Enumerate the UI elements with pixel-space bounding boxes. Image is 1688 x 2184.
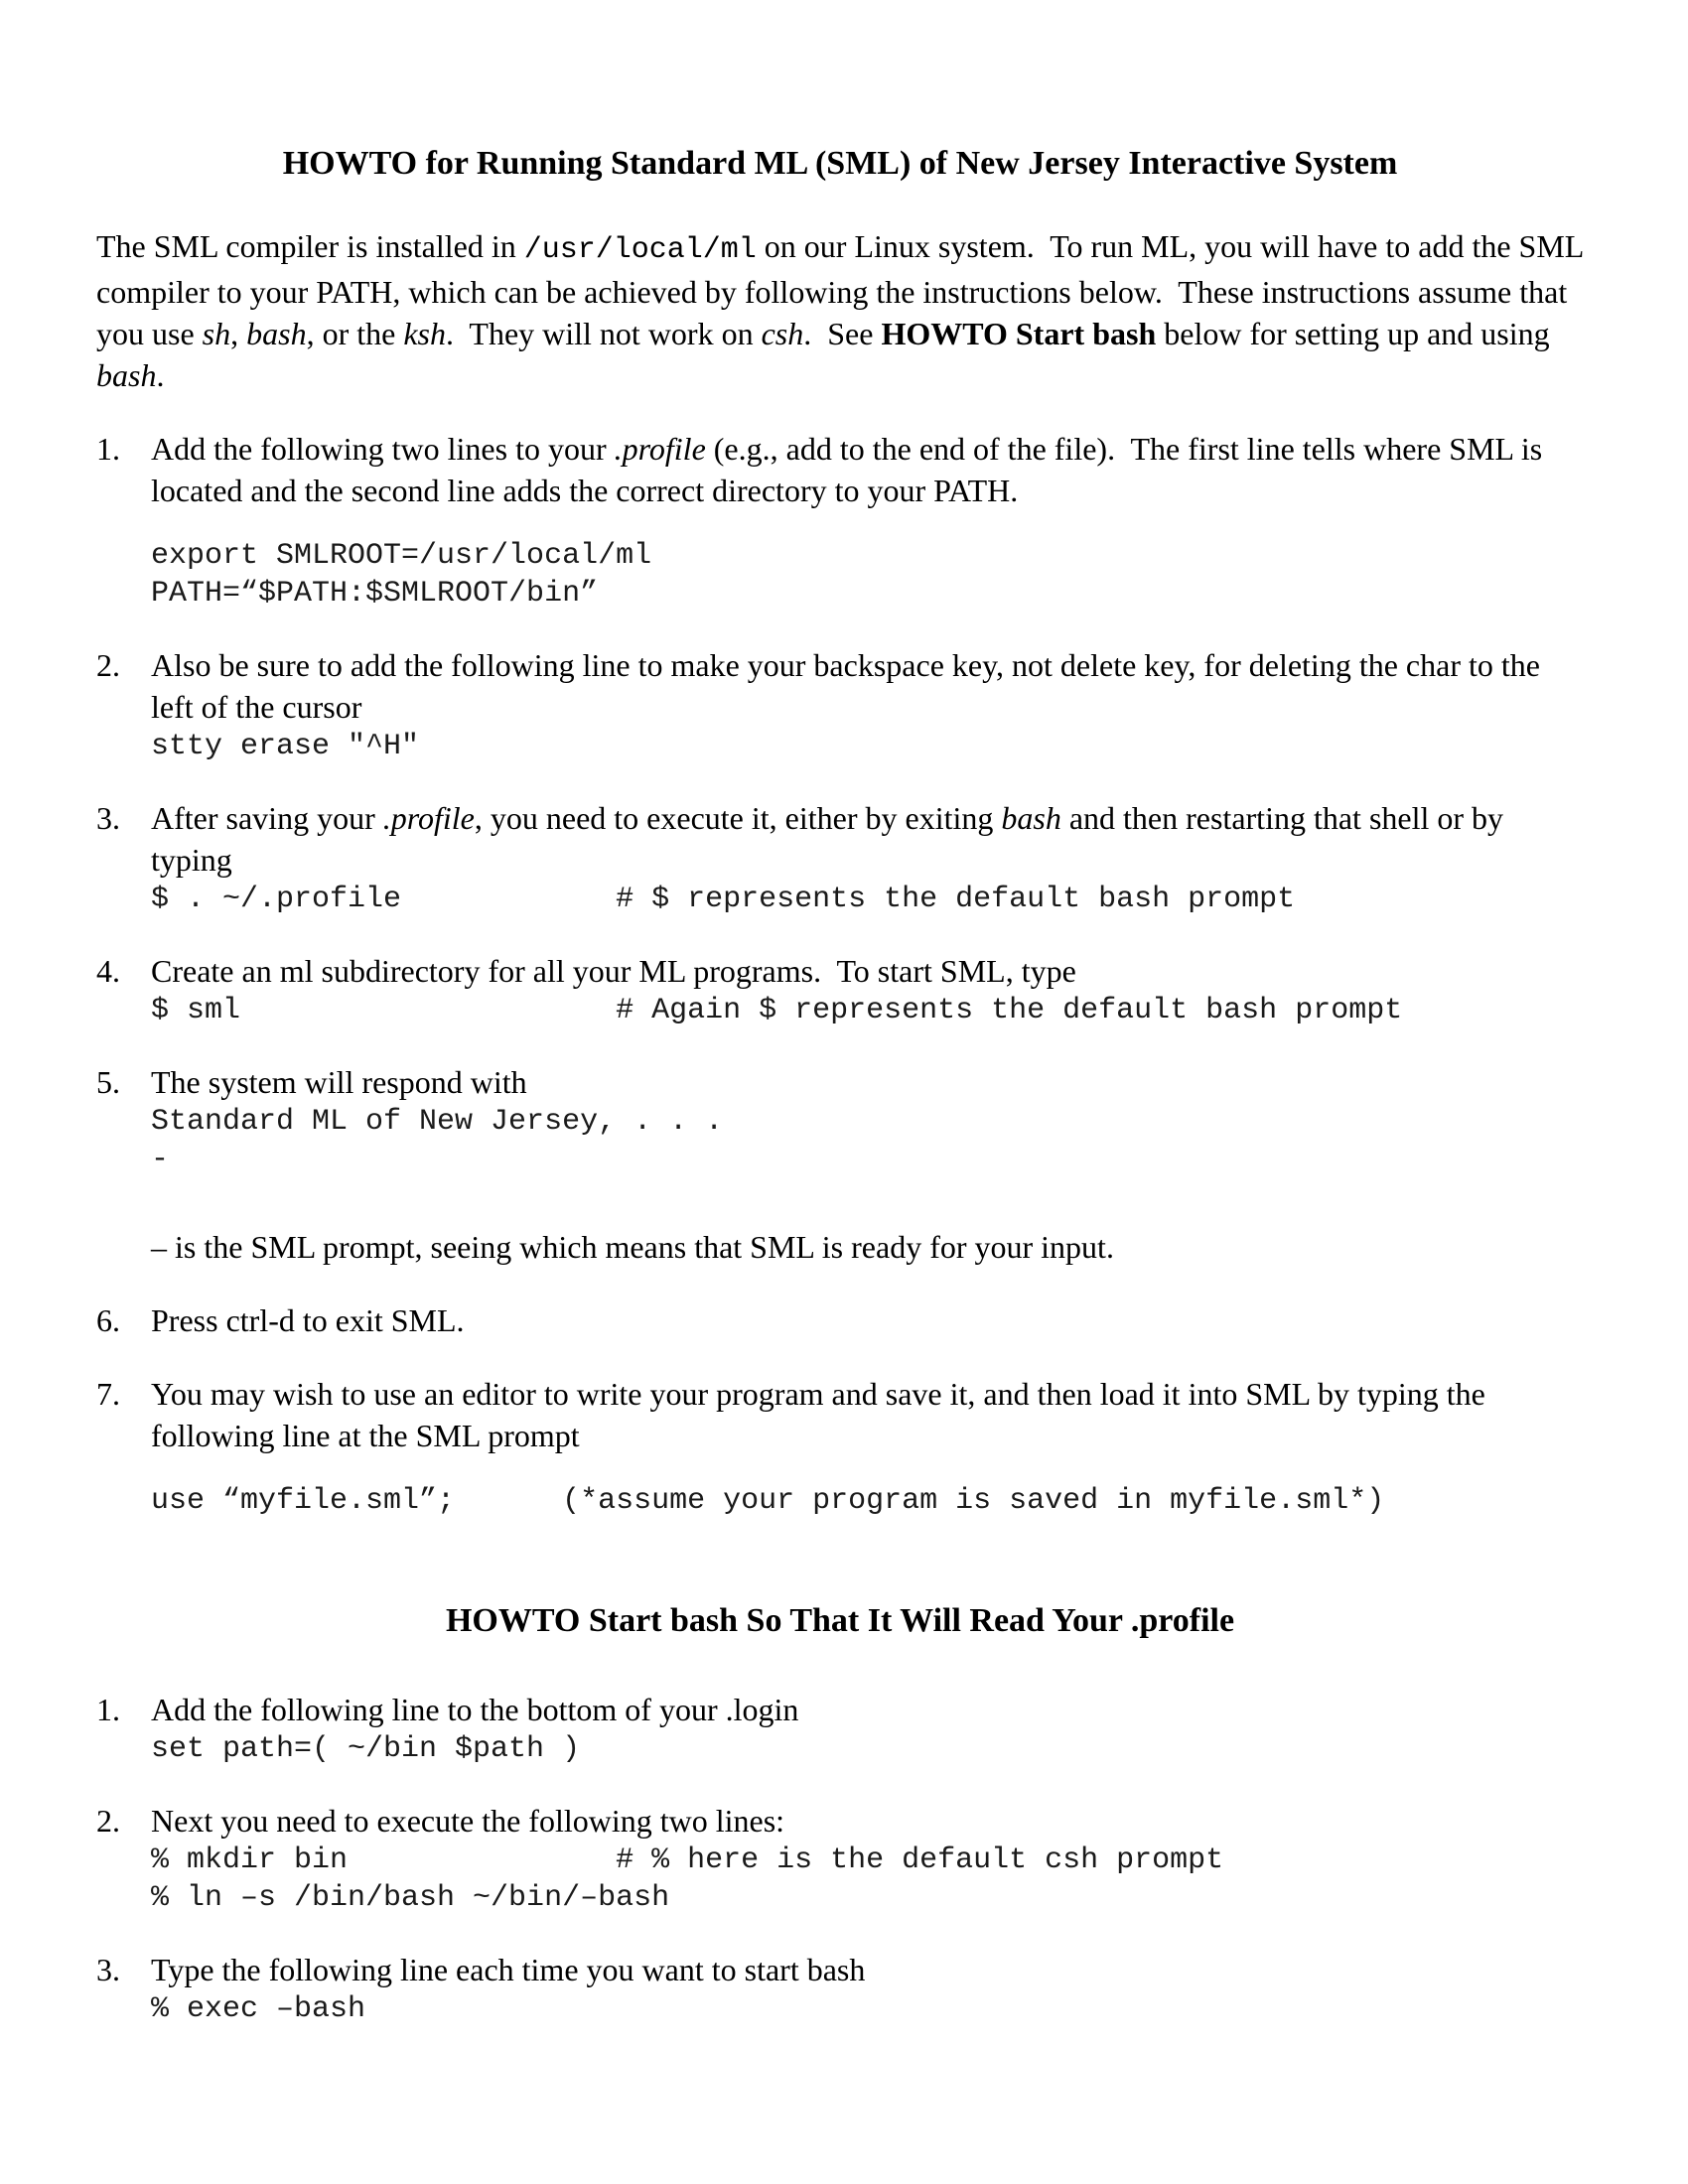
- intro-seg: ,: [230, 316, 247, 351]
- intro-shell-name: bash: [96, 357, 157, 393]
- howto-bash-title: HOWTO Start bash So That It Will Read Your .profile: [445, 1602, 1235, 1639]
- intro-seg: . See: [803, 316, 882, 351]
- intro-seg: .: [156, 357, 165, 393]
- profile-filename: .profile: [382, 800, 475, 836]
- item-body: [151, 1949, 1584, 2028]
- intro-howto-ref: HOWTO Start bash: [881, 316, 1157, 351]
- list-item-1: [96, 428, 1584, 613]
- code-line: % exec –bash: [151, 1992, 366, 2026]
- item-text: The system will respond with: [151, 1064, 527, 1100]
- list-item-5: [96, 1061, 1584, 1268]
- item-body: [151, 1373, 1584, 1520]
- item-number: 4.: [96, 953, 120, 989]
- item-number: 2.: [96, 1803, 120, 1839]
- intro-seg: below for setting up and using: [1156, 316, 1558, 351]
- item-body: [151, 1689, 1584, 1768]
- item-text: Also be sure to add the following line to make your backspace key, not delete key, for deleting the char to the left of the cursor: [151, 647, 1548, 725]
- list-item-6: [96, 1299, 1584, 1341]
- shell-name: bash: [1001, 800, 1061, 836]
- item-number: 6.: [96, 1302, 120, 1338]
- item-body: [151, 1800, 1584, 1917]
- item-text: You may wish to use an editor to write your program and save it, and then load it into SML by typing the following line at the SML prompt: [151, 1376, 1493, 1453]
- code-line: $ sml # Again $ represents the default bash prompt: [151, 994, 1403, 1027]
- intro-shell-name: csh: [761, 316, 804, 351]
- code-line: use “myfile.sml”; (*assume your program is saved in myfile.sml*): [151, 1484, 1385, 1518]
- item-number: 1.: [96, 431, 120, 467]
- code-line: PATH=“$PATH:$SMLROOT/bin”: [151, 577, 599, 611]
- item-text: [151, 797, 1584, 881]
- sml-prompt-char: -: [151, 1143, 170, 1176]
- list-item-7: [96, 1373, 1584, 1520]
- code-line: % mkdir bin # % here is the default csh prompt: [151, 1843, 1224, 1877]
- item-seg: Add the following two lines to your: [151, 431, 615, 467]
- item-seg: After saving your: [151, 800, 383, 836]
- item-number: 1.: [96, 1692, 120, 1727]
- item-number: 5.: [96, 1064, 120, 1100]
- item-text: Add the following line to the bottom of your .login: [151, 1692, 799, 1727]
- list-item-2: [96, 644, 1584, 765]
- item-seg: , you need to execute it, either by exiting: [474, 800, 1002, 836]
- intro-seg: The SML compiler is installed in: [96, 228, 524, 264]
- code-line: stty erase "^H": [151, 730, 420, 763]
- item-body: [151, 428, 1584, 613]
- item-text: Type the following line each time you want to start bash: [151, 1952, 866, 1987]
- item-text: Next you need to execute the following two lines:: [151, 1803, 785, 1839]
- code-line: Standard ML of New Jersey, . . .: [151, 1105, 724, 1139]
- list-item-3: [96, 797, 1584, 918]
- intro-shell-name: bash: [246, 316, 307, 351]
- item-number: 2.: [96, 647, 120, 683]
- intro-seg: , or the: [306, 316, 404, 351]
- intro-shell-name: sh: [202, 316, 231, 351]
- howto-sml-title: HOWTO for Running Standard ML (SML) of New Jersey Interactive System: [282, 145, 1398, 182]
- intro-seg: on our Linux system. To run ML, you will have to add the SML compiler to your PATH, which can be achieved by following the instructions below. These instructions assume that you use: [96, 228, 1592, 351]
- list-item-4: [96, 950, 1584, 1029]
- bash-list-item-2: [96, 1800, 1584, 1917]
- code-line: % ln –s /bin/bash ~/bin/–bash: [151, 1881, 670, 1915]
- bash-list-item-3: [96, 1949, 1584, 2028]
- item-body: [151, 1061, 1584, 1268]
- item-body: [151, 644, 1584, 765]
- code-line: export SMLROOT=/usr/local/ml: [151, 539, 652, 573]
- item-number: 7.: [96, 1376, 120, 1412]
- code-line: set path=( ~/bin $path ): [151, 1732, 581, 1766]
- item-body: [151, 797, 1584, 918]
- bash-list-item-1: [96, 1689, 1584, 1768]
- item-text: Create an ml subdirectory for all your ML programs. To start SML, type: [151, 953, 1076, 989]
- item-text: [151, 428, 1584, 511]
- intro-seg: . They will not work on: [445, 316, 762, 351]
- intro-paragraph: [96, 225, 1592, 396]
- item-body: [151, 950, 1584, 1029]
- intro-shell-name: ksh: [403, 316, 446, 351]
- item-body: [151, 1299, 1584, 1341]
- code-line: $ . ~/.profile # $ represents the default bash prompt: [151, 883, 1296, 916]
- intro-path-code: /usr/local/ml: [523, 233, 757, 267]
- profile-filename: .profile: [614, 431, 706, 467]
- item-number: 3.: [96, 1952, 120, 1987]
- sml-prompt-note: – is the SML prompt, seeing which means that SML is ready for your input.: [151, 1229, 1114, 1265]
- item-seg: (e.g., add to the end of the file). The first line tells where SML is located and the second line adds the correct directory to your PATH.: [151, 431, 1551, 508]
- item-seg: and then restarting that shell or by typing: [151, 800, 1512, 878]
- item-number: 3.: [96, 800, 120, 836]
- item-text: Press ctrl-d to exit SML.: [151, 1302, 465, 1338]
